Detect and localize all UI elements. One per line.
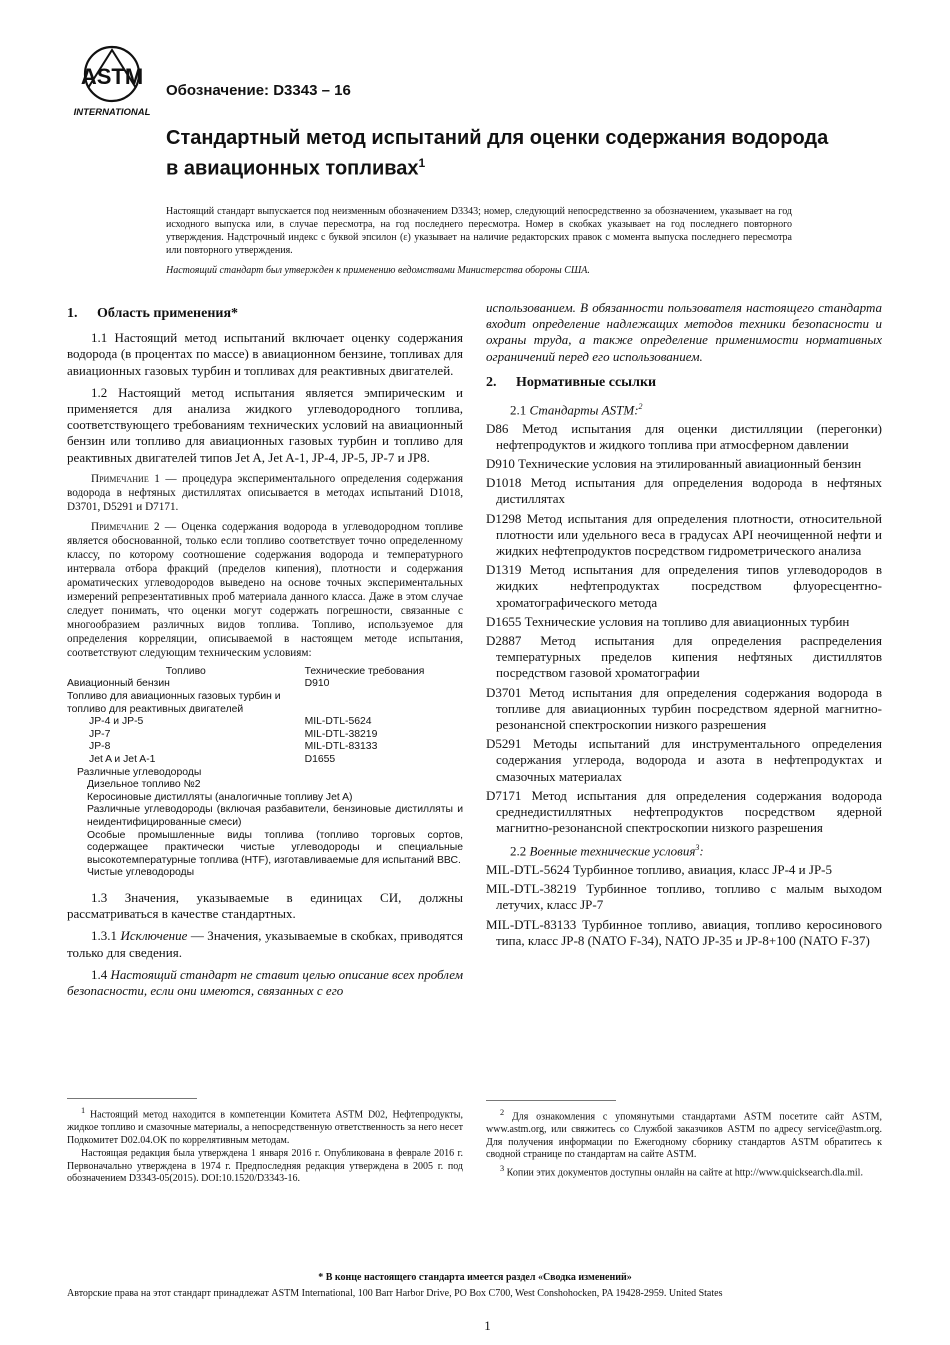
- military-spec-list: [486, 862, 882, 949]
- reference-item: D910 Технические условия на этилированный авиационный бензин: [486, 455, 862, 471]
- title-footnote-mark: 1: [418, 156, 426, 170]
- left-column: [67, 300, 463, 1005]
- preamble-approval: Настоящий стандарт был утвержден к применению ведомствами Министерства обороны США.: [166, 265, 590, 276]
- subsection-2-2: 2.2 Военные технические условия$^3$:: [510, 843, 704, 859]
- footnote-2: $^2$ Для ознакомления с упомянутыми стандартами ASTM посетите сайт ASTM, www.astm.org, или свяжитесь со Службой заказчиков ASTM по адресу service@astm.org. Для получения информации по Ежегодному сборнику стандартов ASTM обратитесь к сводной странице по стандартам на сайте ASTM.: [486, 1108, 882, 1161]
- copyright-line: Авторские права на этот стандарт принадлежат ASTM International, 100 Barr Harbor Drive, PO Box C700, West Conshohocken, PA 19428-2959. United States: [67, 1288, 723, 1299]
- preamble: [166, 205, 792, 284]
- military-spec-item: MIL-DTL-83133 Турбинное топливо, авиация, топливо керосинового типа, класс JP-8 (NATO F-34), NATO JP-35 и JP-8+100 (NATO F-37): [486, 916, 882, 948]
- table-row: Различные углеводороды: [77, 766, 202, 778]
- reference-item: D1655 Технические условия на топливо для авиационных турбин: [486, 613, 850, 629]
- table-header: Топливо: [165, 665, 206, 677]
- table-row: JP-8 MIL-DTL-83133: [89, 741, 378, 753]
- table-row: Дизельное топливо №2: [87, 779, 201, 791]
- military-spec-item: MIL-DTL-5624 Турбинное топливо, авиация, класс JP-4 и JP-5: [486, 861, 833, 877]
- table-row: Чистые углеводороды: [87, 867, 195, 879]
- para-1-4-continued: использованием. В обязанности пользователя настоящего стандарта входит определение надлежащих методов техники безопасности и охраны труда, а также определение применимости нормативных ограничений перед его использованием.: [486, 300, 882, 364]
- reference-item: D1018 Метод испытания для определения водорода в нефтяных дистиллятах: [486, 475, 882, 507]
- reference-item: D1319 Метод испытания для определения типов углеводородов в жидких нефтепродуктах посредством флуоресцентно-хроматографического метода: [486, 562, 882, 610]
- reference-item: D3701 Метод испытания для определения содержания водорода в топливе для авиационных турбин посредством ядерной магнитно-резонансной спектроскопии низкого разрешения: [486, 684, 882, 732]
- reference-item: D1298 Метод испытания для определения плотности, относительной плотности или удельного веса в градусах API неочищенной нефти и жидких нефтепродуктов посредством гидрометрического анализа: [486, 510, 882, 558]
- table-row: JP-7 MIL-DTL-38219: [89, 728, 378, 740]
- footnote-1-approval: Настоящая редакция была утверждена 1 января 2016 г. Опубликована в феврале 2016 г. Первоначально утверждена в 1974 г. Предпоследняя редакция утверждена в 2005 г. под обозначением D3343-05(2015). DOI:10.1520/D3343-16.: [67, 1148, 463, 1185]
- designation: Обозначение: D3343 – 16: [166, 82, 351, 99]
- reference-item: D7171 Метод испытания для определения содержания водорода среднедистиллятных нефтепродуктов посредством ядерной магнитно-резонансной спектроскопии низкого разрешения: [486, 787, 882, 836]
- summary-of-changes-note: * В конце настоящего стандарта имеется раздел «Сводка изменений»: [318, 1272, 632, 1283]
- reference-item: D5291 Методы испытаний для инструментального определения содержания углерода, водорода и азота в нефтепродуктах и смазочных материалах: [486, 736, 882, 784]
- svg-text:ASTM: ASTM: [80, 64, 144, 89]
- section-1-heading: 1. Область применения*: [67, 306, 239, 321]
- right-column: [486, 300, 882, 952]
- astm-reference-list: [486, 421, 882, 837]
- footnotes-right: [486, 1100, 882, 1181]
- table-row: Топливо для авиационных газовых турбин и топливо для реактивных двигателей: [67, 691, 281, 715]
- note-1: Примечание 1 — процедура экспериментального определения содержания водорода в нефтяных дистиллятах описывается в методах испытаний D1018, D3701, D5291 и D7171.: [67, 472, 463, 513]
- table-row: Керосиновые дистилляты (аналогичные топливу Jet A): [87, 791, 353, 803]
- preamble-paragraph: Настоящий стандарт выпускается под неизменным обозначением D3343; номер, следующий непосредственно за обозначением, указывает на год исходного выпуска или, в случае пересмотра, на год последнего пересмотра. Номер в скобках указывает на год последнего повторного утверждения. Надстрочный индекс с буквой эпсилон (ε) указывает на наличие редакторских правок с момента выпуска последнего пересмотра или повторного утверждения.: [166, 206, 792, 256]
- para-1-3-1: 1.3.1 Исключение — Значения, указываемые в скобках, приводятся только для сведения.: [67, 928, 463, 960]
- document-title: Стандартный метод испытаний для оценки содержания водорода в авиационных топливах$^1$: [166, 127, 829, 180]
- table-row: Jet A и Jet A-1 D1655: [89, 753, 336, 765]
- military-spec-item: MIL-DTL-38219 Турбинное топливо, топливо с малым выходом летучих, класс JP-7: [486, 881, 882, 913]
- subsection-2-1: 2.1 Стандарты ASTM:$^2$: [510, 402, 643, 418]
- footnote-3: $^3$ Копии этих документов доступны онлайн на сайте at http://www.quicksearch.dla.mil.: [500, 1163, 863, 1179]
- footnotes-left: [67, 1098, 463, 1187]
- footnote-rule: [67, 1098, 197, 1099]
- footnote-rule: [486, 1100, 616, 1101]
- table-row: Авиационный бензин D910: [67, 678, 330, 690]
- note-2: Примечание 2 — Оценка содержания водорода в углеводородном топливе является обоснованной, только если топливо соответствует точно определенному классу, по которому соотношение содержания водорода и температурного интервала отбора фракций (пределов кипения), плотности и содержания ароматических углеводородов выведено на основе точных экспериментальных измерений репрезентативных проб материала данного класса. Даже в этом случае следует понимать, что оценки могут содержать погрешности, связанные с многообразием различных видов топлива. Топливо, используемое для определения корреляции, описываемой в настоящем методе испытания, соответствуют следующим техническим условиям:: [67, 520, 464, 659]
- table-header: Технические требования: [304, 665, 425, 677]
- table-row: Различные углеводороды (включая разбавители, бензиновые дистилляты и неидентифицированные смеси): [87, 804, 463, 828]
- fuel-spec-table: [67, 666, 463, 880]
- section-2-heading: 2. Нормативные ссылки: [486, 374, 657, 390]
- para-1-4: 1.4 Настоящий стандарт не ставит целью описание всех проблем безопасности, если они имеются, связанных с его: [67, 966, 463, 998]
- footnote-1: $^1$ Настоящий метод находится в компетенции Комитета ASTM D02, Нефтепродукты, жидкое топливо и смазочные материалы, а непосредственную ответственность за него несет Подкомитет D02.04.OK по коррелятивным методам.: [67, 1106, 463, 1146]
- para-1-1: 1.1 Настоящий метод испытаний включает оценку содержания водорода (в процентах по массе) в авиационном бензине, топливах для авиационных газовых турбин и топливах для реактивных двигателей.: [67, 330, 463, 378]
- para-1-3: 1.3 Значения, указываемые в единицах СИ, должны рассматриваться в качестве стандартных.: [67, 889, 463, 922]
- astm-logo: [64, 44, 160, 120]
- para-1-2: 1.2 Настоящий метод испытания является эмпирическим и применяется для анализа жидкого углеводородного топлива, соответствующего требованиям технических условий на авиационный бензин или топливо для авиационных газовых турбин и топливо для реактивных двигателей типов Jet A, Jet A-1, JP-4, JP-5, JP-7 и JP8.: [67, 384, 463, 465]
- reference-item: D86 Метод испытания для оценки дистилляции (перегонки) нефтепродуктов и жидкого топлива при атмосферном давлении: [486, 420, 882, 452]
- logo-text: INTERNATIONAL: [73, 107, 151, 118]
- page-number: 1: [484, 1318, 491, 1333]
- reference-item: D2887 Метод испытания для определения распределения температурных пределов кипения нефтяных дистиллятов посредством газовой хроматографии: [486, 632, 882, 681]
- table-row: Особые промышленные виды топлива (топливо торговых сортов, содержащее практически чистые углеводороды и специальные высокотемпературные топлива (HTF), изготавливаемые для испытаний ВВС.: [87, 829, 463, 866]
- table-row: JP-4 и JP-5 MIL-DTL-5624: [89, 716, 372, 728]
